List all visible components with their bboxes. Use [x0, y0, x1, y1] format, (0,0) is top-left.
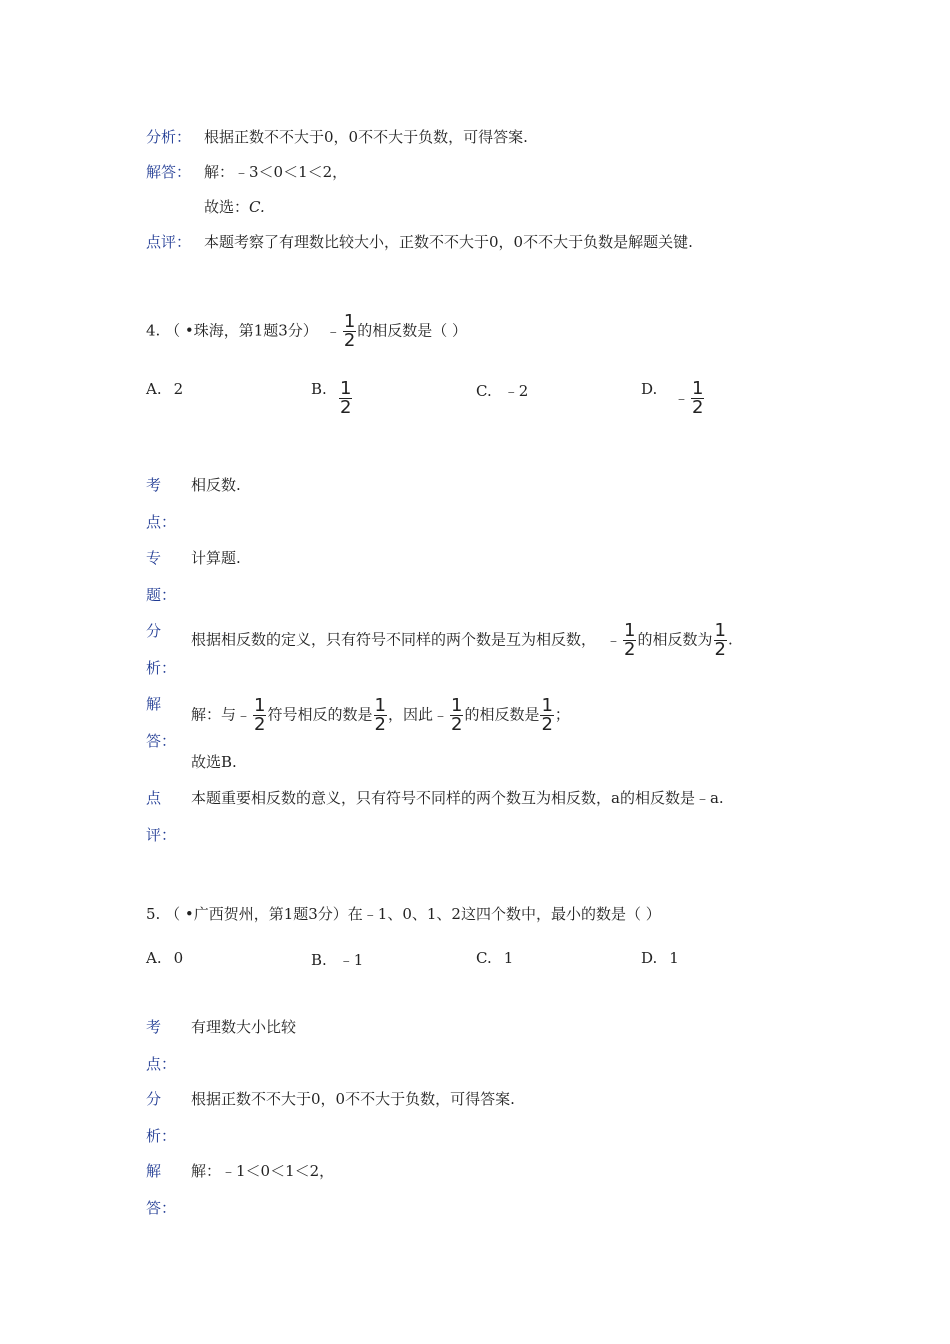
frac-den: 2: [714, 639, 726, 660]
frac-den: 2: [450, 714, 463, 735]
option-value: 1: [503, 949, 514, 967]
q5-kaodian-label-2: 点：: [146, 1055, 177, 1073]
q5-kaodian-text: 有理数大小比较: [191, 1018, 297, 1036]
option-label: D.: [641, 380, 658, 398]
q5-kaodian-label-1: 考: [146, 1018, 162, 1036]
choice-prefix: 故选：: [204, 198, 250, 216]
q4-stem-minus: ﹣: [325, 321, 341, 340]
q4-dianping-label-2: 评：: [146, 826, 177, 844]
q4-option-c: [476, 380, 528, 401]
q4-jieda-label-1: 解: [146, 695, 162, 713]
q4-stem-suffix: 的相反数是（ ）: [357, 321, 468, 340]
comment-text: 本题考察了有理数比较大小，正数不不大于0，0不不大于负数是解题关键.: [204, 233, 693, 251]
q5-stem: 5. （ •广西贺州，第1题3分）在﹣1、0、1、2这四个数中，最小的数是（ ）: [146, 905, 661, 923]
q4-stem: [146, 313, 467, 350]
minus: ﹣: [606, 630, 622, 649]
period: .: [727, 630, 733, 649]
q5-option-d: [641, 949, 679, 967]
q4-zhuanti-label-2: 题：: [146, 586, 177, 604]
q4-fenxi-text: [191, 622, 733, 659]
option-label: D.: [641, 949, 658, 967]
q4-fenxi-label-2: 析：: [146, 659, 177, 677]
jieda-text-4: 的相反数是: [464, 705, 540, 724]
frac-den: 2: [254, 714, 266, 735]
semicolon: ；: [554, 705, 570, 724]
frac: [540, 697, 553, 734]
choice-letter: C.: [249, 198, 265, 216]
frac: [623, 622, 636, 659]
jieda-text-1: 解：与: [191, 705, 237, 724]
q5-option-c: [476, 949, 513, 967]
frac: [714, 622, 727, 659]
option-value: 1: [669, 949, 679, 967]
frac-den: 2: [340, 397, 352, 418]
q4-dianping-label-1: 点: [146, 789, 162, 807]
frac: [374, 697, 387, 734]
q5-option-a: [146, 949, 183, 967]
option-value: 2: [173, 380, 184, 398]
option-value: ﹣1: [338, 951, 364, 969]
option-label: B.: [311, 380, 327, 398]
frac-num: 1: [692, 378, 704, 399]
frac-num: 1: [450, 695, 463, 716]
frac-num: 1: [340, 378, 352, 399]
q4-dianping-text: 本题重要相反数的意义，只有符号不同样的两个数互为相反数，a的相反数是﹣a.: [191, 789, 724, 807]
q5-option-b: [311, 949, 363, 970]
q5-fenxi-label-1: 分: [146, 1090, 162, 1108]
minus: ﹣: [674, 388, 690, 407]
frac: [339, 380, 352, 417]
q4-kaodian-text: 相反数.: [191, 476, 241, 494]
choice-line: [204, 196, 265, 217]
option-label: C.: [476, 949, 492, 967]
option-label: B.: [311, 951, 327, 969]
q4-option-d-value: [674, 380, 705, 417]
frac-den: 2: [692, 397, 704, 418]
q4-choice-text: 故选B.: [191, 753, 237, 771]
q4-fenxi-label-1: 分: [146, 622, 162, 640]
answer-label: 解答：: [146, 163, 192, 181]
minus: ﹣: [236, 705, 252, 724]
comment-label: 点评：: [146, 233, 192, 251]
answer-text: 解：﹣3＜0＜1＜2，: [204, 163, 348, 181]
option-value: ﹣2: [503, 382, 529, 400]
frac-den: 2: [624, 639, 636, 660]
analysis-text: 根据正数不不大于0，0不不大于负数，可得答案.: [204, 128, 528, 146]
option-label: A.: [146, 949, 162, 967]
frac: [691, 380, 704, 417]
q4-zhuanti-text: 计算题.: [191, 549, 241, 567]
frac-num: 1: [714, 620, 726, 641]
q4-kaodian-label-2: 点：: [146, 513, 177, 531]
q4-kaodian-label-1: 考: [146, 476, 162, 494]
q5-fenxi-text: 根据正数不不大于0，0不不大于负数，可得答案.: [191, 1090, 515, 1108]
frac-den: 2: [541, 714, 553, 735]
q4-stem-prefix: 4. （ •珠海，第1题3分）: [146, 321, 318, 340]
q4-option-b-fraction: [338, 380, 353, 417]
q4-option-d: [641, 380, 657, 398]
q5-jieda-text: 解：﹣1＜0＜1＜2，: [191, 1162, 335, 1180]
option-value: 0: [173, 949, 184, 967]
q4-option-b: [311, 380, 327, 398]
fenxi-text-2: 的相反数为: [637, 630, 713, 649]
q4-jieda-label-2: 答：: [146, 732, 177, 750]
frac: [450, 697, 463, 734]
q5-jieda-label-2: 答：: [146, 1199, 177, 1217]
frac-num: 1: [541, 695, 553, 716]
option-label: A.: [146, 380, 162, 398]
frac-num: 1: [624, 620, 636, 641]
frac: [253, 697, 266, 734]
minus: ﹣: [432, 705, 448, 724]
jieda-text-3: ，因此: [387, 705, 433, 724]
option-label: C.: [476, 382, 492, 400]
q4-jieda-text: [191, 697, 570, 734]
frac-num: 1: [254, 695, 266, 716]
q4-stem-fraction: [343, 313, 356, 350]
analysis-label: 分析：: [146, 128, 192, 146]
q4-zhuanti-label-1: 专: [146, 549, 162, 567]
q4-option-a: [146, 380, 183, 398]
q5-fenxi-label-2: 析：: [146, 1127, 177, 1145]
frac-den: 2: [343, 330, 356, 351]
fenxi-text-1: 根据相反数的定义，只有符号不同样的两个数是互为相反数，: [191, 630, 597, 649]
frac-den: 2: [374, 714, 386, 735]
frac-num: 1: [343, 311, 356, 332]
frac-num: 1: [374, 695, 386, 716]
q5-jieda-label-1: 解: [146, 1162, 162, 1180]
jieda-text-2: 符号相反的数是: [267, 705, 373, 724]
